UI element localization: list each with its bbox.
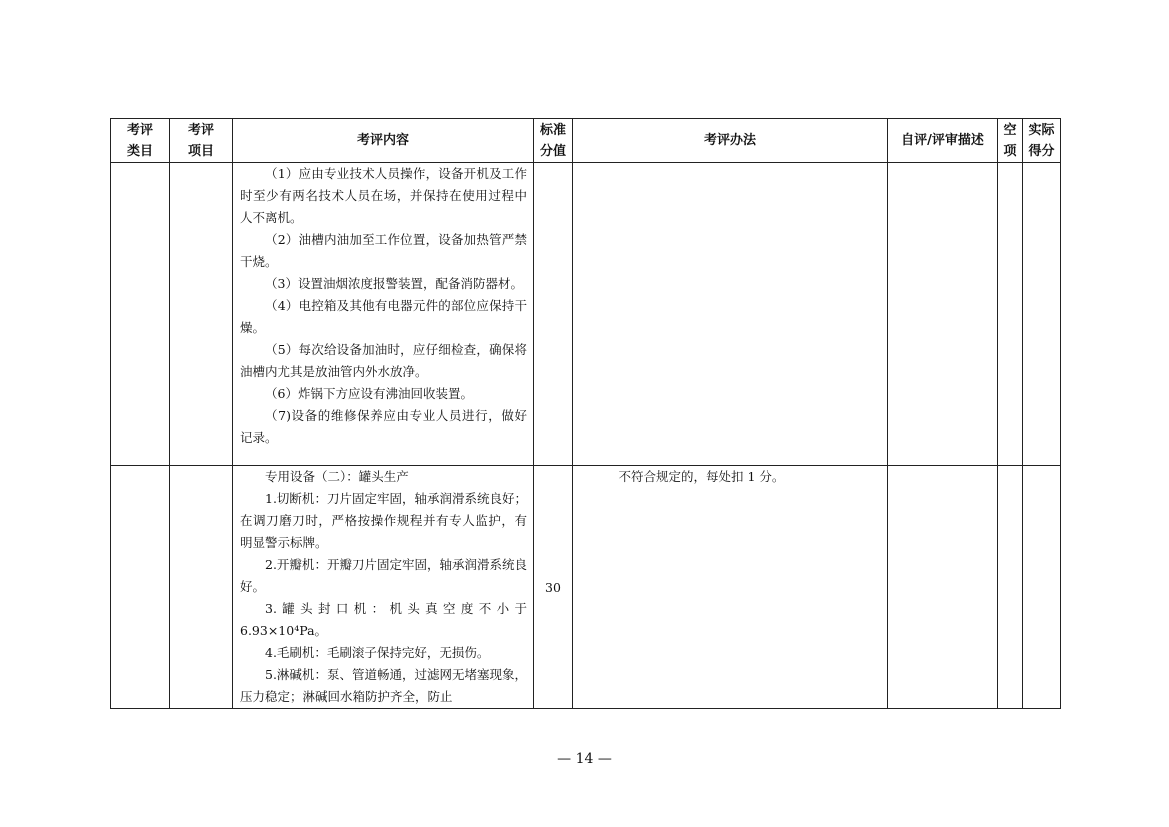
item-cell bbox=[170, 163, 233, 466]
method-cell bbox=[573, 466, 888, 709]
content-paragraph: 专用设备（二）：罐头生产 bbox=[265, 469, 409, 484]
header-standard-score: 标准 分值 bbox=[534, 119, 573, 163]
method-cell bbox=[573, 163, 888, 466]
category-cell bbox=[111, 163, 170, 466]
content-paragraph: （2）油槽内油加至工作位置，设备加热管严禁干烧。 bbox=[240, 232, 527, 269]
content-paragraph: （1）应由专业技术人员操作，设备开机及工作时至少有两名技术人员在场，并保持在使用过程中人不离机。 bbox=[240, 166, 527, 225]
content-paragraph: （6）炸锅下方应设有沸油回收装置。 bbox=[265, 386, 473, 401]
standard-score-cell: 30 bbox=[534, 466, 573, 709]
content-paragraph: （4）电控箱及其他有电器元件的部位应保持干燥。 bbox=[240, 298, 527, 335]
content-paragraph: （3）设置油烟浓度报警装置，配备消防器材。 bbox=[265, 276, 523, 291]
table-row bbox=[111, 466, 1061, 709]
actual-score-cell[interactable] bbox=[1023, 466, 1061, 709]
category-cell bbox=[111, 466, 170, 709]
item-cell bbox=[170, 466, 233, 709]
header-method: 考评办法 bbox=[573, 119, 888, 163]
header-actual-score: 实际 得分 bbox=[1023, 119, 1061, 163]
content-paragraph: 3.罐头封口机：机头真空度不小于 6.93×10⁴Pa。 bbox=[240, 601, 527, 638]
table-row bbox=[111, 163, 1061, 466]
blank-item-cell[interactable] bbox=[998, 163, 1023, 466]
content-paragraph: （5）每次给设备加油时，应仔细检查，确保将油槽内尤其是放油管内外水放净。 bbox=[240, 342, 527, 379]
content-cell bbox=[233, 163, 534, 466]
content-paragraph: 5.淋碱机：泵、管道畅通，过滤网无堵塞现象，压力稳定；淋碱回水箱防护齐全，防止 bbox=[240, 667, 527, 704]
content-paragraph: 2.开瓣机：开瓣刀片固定牢固，轴承润滑系统良好。 bbox=[240, 557, 527, 594]
evaluation-table bbox=[110, 118, 1061, 709]
content-cell bbox=[233, 466, 534, 709]
content-paragraph: 4.毛刷机：毛刷滚子保持完好，无损伤。 bbox=[265, 645, 490, 660]
header-content: 考评内容 bbox=[233, 119, 534, 163]
self-review-cell[interactable] bbox=[888, 466, 998, 709]
table-header-row bbox=[111, 119, 1061, 163]
header-self-review: 自评/评审描述 bbox=[888, 119, 998, 163]
method-text: 不符合规定的，每处扣 1 分。 bbox=[618, 469, 785, 484]
blank-item-cell[interactable] bbox=[998, 466, 1023, 709]
page-number: — 14 — bbox=[557, 751, 612, 767]
content-paragraph: （7)设备的维修保养应由专业人员进行，做好记录。 bbox=[240, 408, 527, 445]
header-blank-item: 空 项 bbox=[998, 119, 1023, 163]
standard-score-cell bbox=[534, 163, 573, 466]
actual-score-cell[interactable] bbox=[1023, 163, 1061, 466]
header-item: 考评 项目 bbox=[170, 119, 233, 163]
header-category: 考评 类目 bbox=[111, 119, 170, 163]
content-paragraph: 1.切断机：刀片固定牢固，轴承润滑系统良好；在调刀磨刀时，严格按操作规程并有专人监护，有明显警示标牌。 bbox=[240, 491, 527, 550]
self-review-cell[interactable] bbox=[888, 163, 998, 466]
